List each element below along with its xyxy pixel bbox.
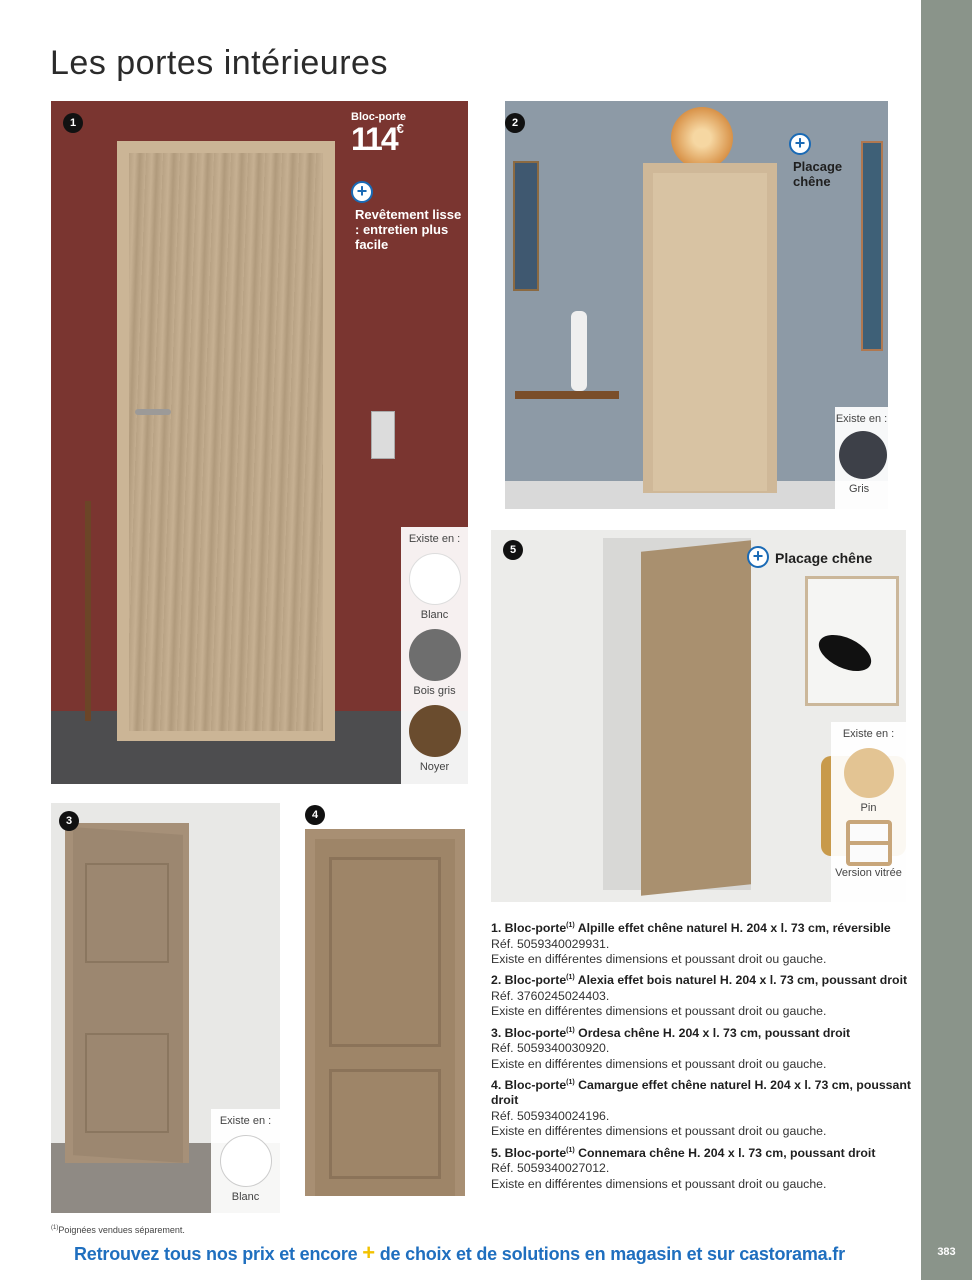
swatch-blanc[interactable] (409, 553, 461, 605)
door-alexia (653, 173, 767, 491)
footnote-mark: (1) (51, 1225, 59, 1231)
product-photo-1[interactable] (51, 101, 468, 784)
banner-text-before: Retrouvez tous nos prix et encore (74, 1244, 358, 1264)
price-value: 114 (351, 121, 397, 157)
door-alpille (129, 153, 323, 731)
product-description: Camargue effet chêne naturel H. 204 x l. 73 cm, poussant droit (491, 1078, 911, 1108)
door-connemara (641, 540, 751, 896)
product-photo-3[interactable] (51, 803, 280, 1213)
door-panel (329, 857, 441, 1047)
product-photo-4[interactable] (305, 829, 465, 1196)
side-color-bar (921, 0, 972, 1280)
exists-label: Existe en : (408, 533, 461, 545)
product-name (491, 1023, 911, 1042)
product-photo-2[interactable] (505, 101, 888, 509)
price-label: Bloc-porte (351, 111, 406, 123)
product-name-prefix: 1. Bloc-porte (491, 921, 567, 936)
swatch-label: Blanc (231, 1191, 260, 1203)
product-name (491, 1075, 911, 1109)
swatch-label: Blanc (420, 609, 449, 621)
pendant-lamp (671, 107, 733, 169)
color-options (401, 527, 468, 784)
footnote (51, 1225, 185, 1235)
swatch-gris[interactable] (839, 431, 887, 479)
chair (51, 501, 91, 721)
price (351, 121, 404, 158)
product-name (491, 1143, 911, 1162)
product-item (491, 918, 911, 967)
door-handle (135, 409, 171, 415)
product-ref: Réf. 5059340030920. (491, 1041, 610, 1056)
swatch-noyer[interactable] (409, 705, 461, 757)
footnote-mark: (1) (566, 922, 575, 929)
footnote-mark: (1) (566, 1146, 575, 1154)
swatch-label: Gris (849, 483, 870, 495)
door-panel (329, 1069, 441, 1179)
swatch-blanc[interactable] (220, 1135, 272, 1187)
wall-art (861, 141, 883, 351)
product-item (491, 1075, 911, 1140)
promo-banner[interactable] (74, 1240, 845, 1266)
wall-art (513, 161, 539, 291)
product-note: Existe en différentes dimensions et poussant droit ou gauche. (491, 1004, 827, 1019)
exists-label: Existe en : (835, 413, 888, 425)
product-description: Ordesa chêne H. 204 x l. 73 cm, poussant droit (574, 1025, 851, 1040)
product-description: Connemara chêne H. 204 x l. 73 cm, poussant droit (574, 1145, 876, 1160)
product-ref: Réf. 3760245024403. (491, 988, 610, 1003)
feature-callout: Revêtement lisse : entretien plus facile (355, 207, 462, 252)
product-item (491, 970, 911, 1019)
feature-callout: Placage chêne (775, 550, 873, 566)
product-number-badge: 5 (503, 540, 523, 560)
swatch-label: Version vitrée (835, 867, 902, 879)
plus-icon: + (351, 181, 373, 203)
feature-callout: Placage chêne (793, 159, 843, 189)
footnote-mark: (1) (566, 974, 575, 982)
product-ref: Réf. 5059340024196. (491, 1108, 610, 1123)
product-note: Existe en différentes dimensions et poussant droit ou gauche. (491, 951, 827, 966)
price-currency: € (396, 121, 404, 136)
swatch-label: Pin (860, 802, 877, 814)
product-name (491, 970, 911, 989)
product-item (491, 1143, 911, 1192)
color-options (831, 722, 906, 902)
plus-icon: + (747, 546, 769, 568)
product-description: Alexia effet bois naturel H. 204 x l. 73 cm, poussant droit (574, 973, 908, 988)
plus-icon: + (362, 1240, 375, 1265)
swatch-pin[interactable] (844, 748, 894, 798)
color-options (835, 407, 888, 509)
product-photo-5[interactable] (491, 530, 906, 902)
color-options (211, 1109, 280, 1213)
footnote-text: Poignées vendues séparement. (58, 1225, 185, 1235)
product-ref: Réf. 5059340029931. (491, 936, 610, 951)
product-note: Existe en différentes dimensions et poussant droit ou gauche. (491, 1124, 827, 1139)
swatch-bois-gris[interactable] (409, 629, 461, 681)
banner-text-after: de choix et de solutions en magasin et sur castorama.fr (379, 1244, 845, 1264)
product-list (491, 918, 911, 1195)
product-ref: Réf. 5059340027012. (491, 1161, 610, 1176)
product-name-prefix: 4. Bloc-porte (491, 1078, 567, 1093)
product-number-badge: 3 (59, 811, 79, 831)
plus-icon: + (789, 133, 811, 155)
footnote-mark: (1) (566, 1078, 575, 1086)
swatch-label: Bois gris (413, 685, 456, 697)
exists-label: Existe en : (219, 1115, 272, 1127)
console-table (515, 391, 619, 399)
page-title: Les portes intérieures (50, 44, 388, 82)
swatch-label: Noyer (419, 761, 450, 773)
product-number-badge: 1 (63, 113, 83, 133)
product-name-prefix: 5. Bloc-porte (491, 1145, 567, 1160)
product-name (491, 918, 911, 937)
vase (571, 311, 587, 391)
product-note: Existe en différentes dimensions et poussant droit ou gauche. (491, 1056, 827, 1071)
product-item (491, 1023, 911, 1072)
product-description: Alpille effet chêne naturel H. 204 x l. 73 cm, réversible (574, 921, 891, 936)
product-number-badge: 2 (505, 113, 525, 133)
product-name-prefix: 2. Bloc-porte (491, 973, 567, 988)
door-panel (85, 1033, 169, 1133)
product-number-badge: 4 (305, 805, 325, 825)
swatch-version-vitree[interactable] (846, 820, 892, 866)
exists-label: Existe en : (842, 728, 895, 740)
product-note: Existe en différentes dimensions et poussant droit ou gauche. (491, 1176, 827, 1191)
page-number: 383 (937, 1246, 956, 1258)
product-name-prefix: 3. Bloc-porte (491, 1025, 567, 1040)
door-panel (85, 863, 169, 963)
footnote-mark: (1) (566, 1026, 575, 1034)
light-switch (371, 411, 395, 459)
